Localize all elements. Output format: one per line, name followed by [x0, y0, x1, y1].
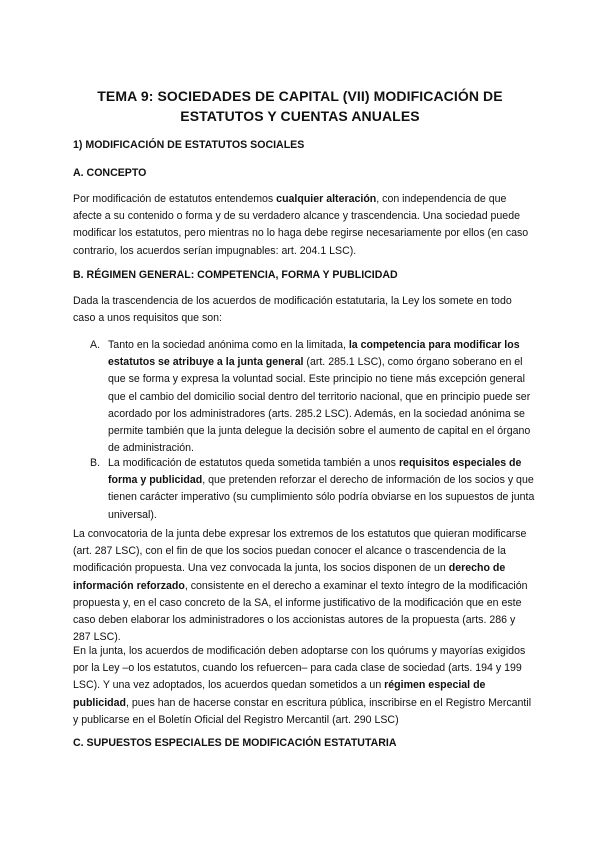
section-heading-1: 1) MODIFICACIÓN DE ESTATUTOS SOCIALES: [73, 139, 305, 151]
list-marker-b: B.: [90, 457, 101, 469]
paragraph-concepto: Por modificación de estatutos entendemos cualquier alteración, con independencia de que afecte a su contenido o forma y de su verdadero alcance y trascendencia. Una sociedad puede modificar los estatutos, pero mientras no lo haga debe regirse necesariamente por ellos (en caso contrario, los acuerdos serían impugnables: art. 204.1 LSC).: [73, 193, 529, 257]
subheading-concepto: A. CONCEPTO: [73, 167, 147, 179]
list-item-b-text: La modificación de estatutos queda sometida también a unos requisitos especiales de forma y publicidad, que pretenden reforzar el derecho de información de los socios y que tienen carácter imperativo (su cumplimiento sólo podría obviarse en los supuestos de junta universal).: [108, 457, 535, 521]
document-title: TEMA 9: SOCIEDADES DE CAPITAL (VII) MODIFICACIÓN DE ESTATUTOS Y CUENTAS ANUALES: [97, 88, 503, 124]
subheading-regimen-general: B. RÉGIMEN GENERAL: COMPETENCIA, FORMA Y PUBLICIDAD: [73, 269, 398, 281]
list-marker-a: A.: [90, 339, 101, 351]
subheading-supuestos-especiales: C. SUPUESTOS ESPECIALES DE MODIFICACIÓN ESTATUTARIA: [73, 737, 397, 749]
paragraph-regimen-intro: Dada la trascendencia de los acuerdos de modificación estatutaria, la Ley los somete en todo caso a unos requisitos que son:: [73, 295, 512, 325]
paragraph-convocatoria: La convocatoria de la junta debe expresar los extremos de los estatutos que quieran modificarse (art. 287 LSC), con el fin de que los socios puedan conocer el alcance o trascendencia de la modificación propuesta. Una vez convocada la junta, los socios disponen de un derecho de información reforzado, consistente en el derecho a examinar el texto íntegro de la modificación propuesta y, en el caso concreto de la SA, el informe justificativo de la modificación que en este caso deben elaborar los administradores o los accionistas autores de la propuesta (arts. 286 y 287 LSC).: [73, 528, 528, 644]
list-item-a-text: Tanto en la sociedad anónima como en la limitada, la competencia para modificar los estatutos se atribuye a la junta general (art. 285.1 LSC), como órgano soberano en el que se forma y expresa la voluntad social. Este principio no tiene más excepción general que el cambio del domicilio social dentro del territorio nacional, que en principio puede ser acordado por los administradores (arts. 285.2 LSC). Además, en la sociedad anónima se permite también que la junta delegue la decisión sobre el aumento de capital en el órgano de administración.: [108, 339, 531, 455]
paragraph-junta: En la junta, los acuerdos de modificación deben adoptarse con los quórums y mayorías exigidos por la Ley –o los estatutos, cuando los refuercen– para cada clase de sociedad (arts. 194 y 199 LSC). Y una vez adoptados, los acuerdos quedan sometidos a un régimen especial de publicidad, pues han de hacerse constar en escritura pública, inscribirse en el Registro Mercantil y publicarse en el Boletín Oficial del Registro Mercantil (art. 290 LSC): [73, 645, 532, 726]
